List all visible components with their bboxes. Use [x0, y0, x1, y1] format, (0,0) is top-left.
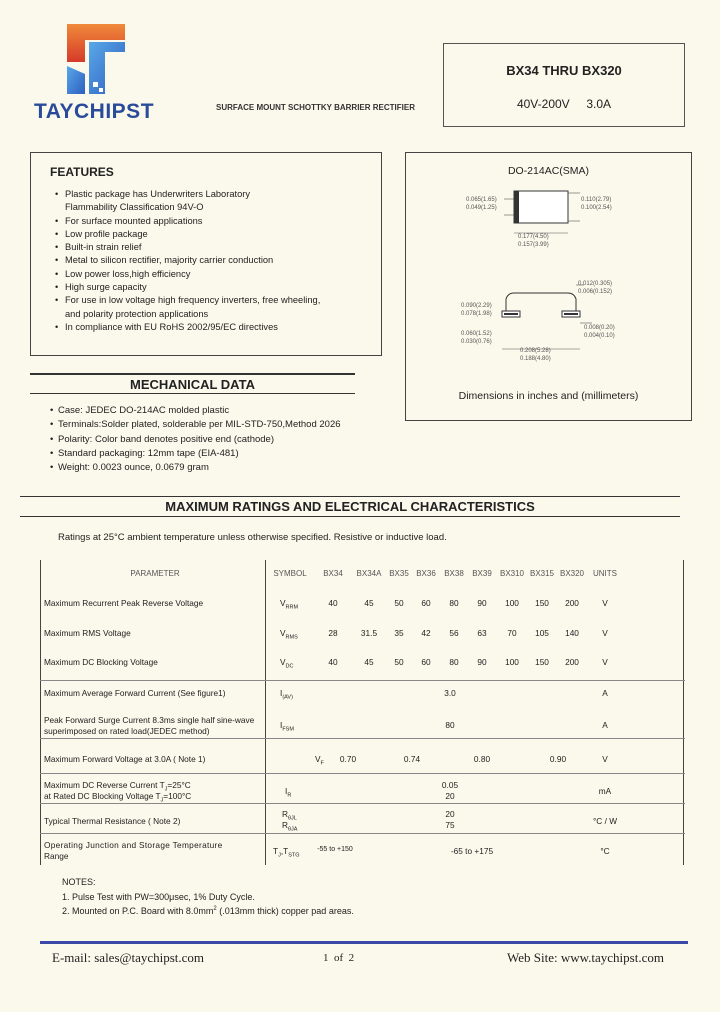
- dim-label: 0.060(1.52): [461, 331, 492, 337]
- unit-cell: V: [602, 598, 608, 608]
- dim-label: 0.090(2.29): [461, 303, 492, 309]
- feature-item: • Low profile package: [51, 228, 320, 241]
- document-subtitle: SURFACE MOUNT SCHOTTKY BARRIER RECTIFIER: [216, 103, 415, 112]
- header-part: BX315: [529, 569, 555, 578]
- value-cell: 42: [421, 628, 431, 638]
- param-ifsm: Peak Forward Surge Current 8.3ms single half sine-wave: [44, 715, 255, 725]
- param-vdc: Maximum DC Blocking Voltage: [44, 657, 158, 667]
- value-cell: 100: [505, 598, 519, 608]
- unit-cell: V: [602, 628, 608, 638]
- symbol-iav: $I_{(AV)}$: [280, 688, 293, 701]
- value-cell: 63: [477, 628, 487, 638]
- dim-label: 0.157(3.99): [518, 242, 549, 248]
- dim-label: 0.177(4.50): [518, 234, 549, 240]
- symbol-ifsm: $I_{FSM}$: [280, 720, 294, 733]
- symbol-vdc: $V_{DC}$: [280, 657, 294, 670]
- header-part: BX320: [559, 569, 585, 578]
- header-parameter: PARAMETER: [130, 569, 180, 578]
- voltage-current-rating: 40V-200V 3.0A: [516, 97, 612, 111]
- value-cell: 80: [449, 657, 459, 667]
- header-part: BX34A: [356, 569, 382, 578]
- value-cell: 150: [535, 657, 549, 667]
- value-cell: 45: [364, 598, 374, 608]
- value-cell: -65 to +175: [450, 846, 494, 856]
- mechanical-item: • Case: JEDEC DO-214AC molded plastic: [50, 404, 341, 418]
- header-units: UNITS: [593, 569, 617, 578]
- param-ir-line2: at Rated DC Blocking Voltage $T_J=100^\circ C$: [44, 791, 192, 804]
- mechanical-item: • Weight: 0.0023 ounce, 0.0679 gram: [50, 461, 341, 475]
- symbol-vrrm: $V_{RRM}$: [280, 598, 299, 611]
- header-symbol: SYMBOL: [273, 569, 307, 578]
- features-box: [30, 152, 382, 356]
- header-part: BX38: [444, 569, 464, 578]
- page-number: 1 of 2: [323, 952, 355, 964]
- dim-label: 0.030(0.76): [461, 339, 492, 345]
- dim-label: 0.188(4.80): [520, 356, 551, 362]
- mechanical-item: • Standard packaging: 12mm tape (EIA-481): [50, 447, 341, 461]
- header-part: BX36: [416, 569, 436, 578]
- features-list: [51, 188, 320, 334]
- value-cell: 150: [535, 598, 549, 608]
- ratings-table: [40, 560, 685, 865]
- value-cell: -55 to +150: [317, 846, 353, 853]
- dimensions-caption: Dimensions in inches and (millimeters): [458, 390, 639, 402]
- unit-cell: °C: [600, 846, 610, 856]
- ratings-note: Ratings at 25°C ambient temperature unless otherwise specified. Resistive or inductive load.: [58, 532, 447, 543]
- package-name: DO-214AC(SMA): [507, 165, 590, 177]
- mechanical-data-list: [50, 404, 341, 475]
- symbol-tj: $T_J,T_{STG}$: [273, 846, 300, 859]
- unit-cell: V: [602, 754, 608, 764]
- symbol-vf: $V_F$: [315, 754, 324, 767]
- value-cell: 28: [328, 628, 338, 638]
- unit-cell: mA: [598, 786, 612, 796]
- param-tj: Operating Junction and Storage Temperature: [44, 840, 223, 850]
- value-cell: 31.5: [360, 628, 378, 638]
- feature-item: • High surge capacity: [51, 281, 320, 294]
- param-vf: Maximum Forward Voltage at 3.0A ( Note 1): [44, 754, 206, 764]
- value-cell: 140: [565, 628, 579, 638]
- header-part: BX34: [323, 569, 343, 578]
- value-cell: 105: [535, 628, 549, 638]
- feature-item: • For use in low voltage high frequency inverters, free wheeling,: [51, 294, 320, 307]
- brand-name: TAYCHIPST: [34, 100, 155, 123]
- value-cell: 60: [421, 598, 431, 608]
- dim-label: 0.006(0.152): [578, 289, 613, 295]
- footer-divider: [40, 941, 688, 944]
- value-cell: 60: [421, 657, 431, 667]
- feature-item: • Low power loss,high efficiency: [51, 268, 320, 281]
- value-cell: 90: [477, 657, 487, 667]
- unit-cell: V: [602, 657, 608, 667]
- value-cell: 50: [394, 598, 404, 608]
- value-cell: 200: [565, 657, 579, 667]
- value-cell: 56: [449, 628, 459, 638]
- symbol-ir: $I_R$: [285, 786, 292, 799]
- value-cell: 35: [394, 628, 404, 638]
- value-cell: 200: [565, 598, 579, 608]
- value-cell: 80: [449, 598, 459, 608]
- feature-item: and polarity protection applications: [65, 308, 209, 319]
- value-cell: 45: [364, 657, 374, 667]
- value-cell: 0.90: [549, 754, 567, 764]
- value-cell: 40: [328, 657, 338, 667]
- feature-item: • Plastic package has Underwriters Laboratory: [51, 188, 320, 201]
- feature-item: • For surface mounted applications: [51, 215, 320, 228]
- part-range: BX34 THRU BX320: [506, 63, 622, 78]
- feature-item: • In compliance with EU RoHS 2002/95/EC directives: [51, 321, 320, 334]
- param-tj-line2: Range: [44, 851, 69, 861]
- unit-cell: A: [602, 688, 608, 698]
- package-drawing-box: [405, 152, 692, 421]
- note-2: 2. Mounted on P.C. Board with $8.0mm^2$ (.013mm thick) copper pad areas.: [62, 906, 354, 916]
- features-title: FEATURES: [50, 165, 114, 179]
- param-ir: Maximum DC Reverse Current $T_J=25^\circ C$: [44, 780, 191, 793]
- dim-label: 0.049(1.25): [466, 205, 497, 211]
- value-cell: 0.05: [441, 780, 459, 790]
- header-part: BX35: [389, 569, 409, 578]
- dim-label: 0.208(5.28): [520, 348, 551, 354]
- symbol-vrms: $V_{RMS}$: [280, 628, 298, 641]
- note-1: 1. Pulse Test with PW=300μsec, 1% Duty Cycle.: [62, 892, 255, 902]
- value-cell: 0.70: [339, 754, 357, 764]
- value-cell: 0.74: [403, 754, 421, 764]
- mechanical-data-title: MECHANICAL DATA: [30, 373, 355, 394]
- feature-item: • Metal to silicon rectifier, majority carrier conduction: [51, 254, 320, 267]
- param-iav: Maximum Average Forward Current (See figure1): [44, 688, 226, 698]
- header-part: BX310: [499, 569, 525, 578]
- dim-label: 0.078(1.98): [461, 311, 492, 317]
- feature-item: Flammability Classification 94V-O: [65, 202, 204, 213]
- dim-label: 0.110(2.79): [581, 197, 612, 203]
- symbol-rth-jl: $R_{\theta JL}$: [282, 809, 297, 822]
- dim-label: 0.004(0.10): [584, 333, 615, 339]
- part-title-box: [443, 43, 685, 127]
- notes-title: NOTES:: [62, 877, 96, 887]
- value-cell: 0.80: [473, 754, 491, 764]
- dim-label: 0.008(0.20): [584, 325, 615, 331]
- footer-email[interactable]: E-mail: sales@taychipst.com: [52, 950, 205, 965]
- value-cell: 75: [445, 820, 455, 830]
- max-ratings-title: MAXIMUM RATINGS AND ELECTRICAL CHARACTERISTICS: [20, 496, 680, 517]
- symbol-rth-ja: $R_{\theta JA}$: [282, 820, 298, 833]
- value-cell: 70: [507, 628, 517, 638]
- param-vrms: Maximum RMS Voltage: [44, 628, 131, 638]
- header-part: BX39: [472, 569, 492, 578]
- value-cell: 20: [445, 809, 455, 819]
- unit-cell: °C / W: [592, 816, 618, 826]
- value-cell: 90: [477, 598, 487, 608]
- value-cell: 50: [394, 657, 404, 667]
- mechanical-item: • Terminals:Solder plated, solderable per MIL-STD-750,Method 2026: [50, 418, 341, 432]
- value-cell: 80: [445, 720, 455, 730]
- mechanical-item: • Polarity: Color band denotes positive end (cathode): [50, 433, 341, 447]
- unit-cell: A: [602, 720, 608, 730]
- footer-website[interactable]: Web Site: www.taychipst.com: [507, 950, 664, 965]
- value-cell: 100: [505, 657, 519, 667]
- dim-label: 0.012(0.305): [578, 281, 613, 287]
- param-ifsm-line2: superimposed on rated load(JEDEC method): [44, 726, 210, 736]
- value-cell: 40: [328, 598, 338, 608]
- dim-label: 0.065(1.65): [466, 197, 497, 203]
- param-rth: Typical Thermal Resistance ( Note 2): [44, 816, 181, 826]
- param-vrrm: Maximum Recurrent Peak Reverse Voltage: [44, 598, 204, 608]
- value-cell: 20: [445, 791, 455, 801]
- feature-item: • Built-in strain relief: [51, 241, 320, 254]
- taychipst-logo-icon: [63, 22, 129, 98]
- value-cell: 3.0: [444, 688, 456, 698]
- dim-label: 0.100(2.54): [581, 205, 612, 211]
